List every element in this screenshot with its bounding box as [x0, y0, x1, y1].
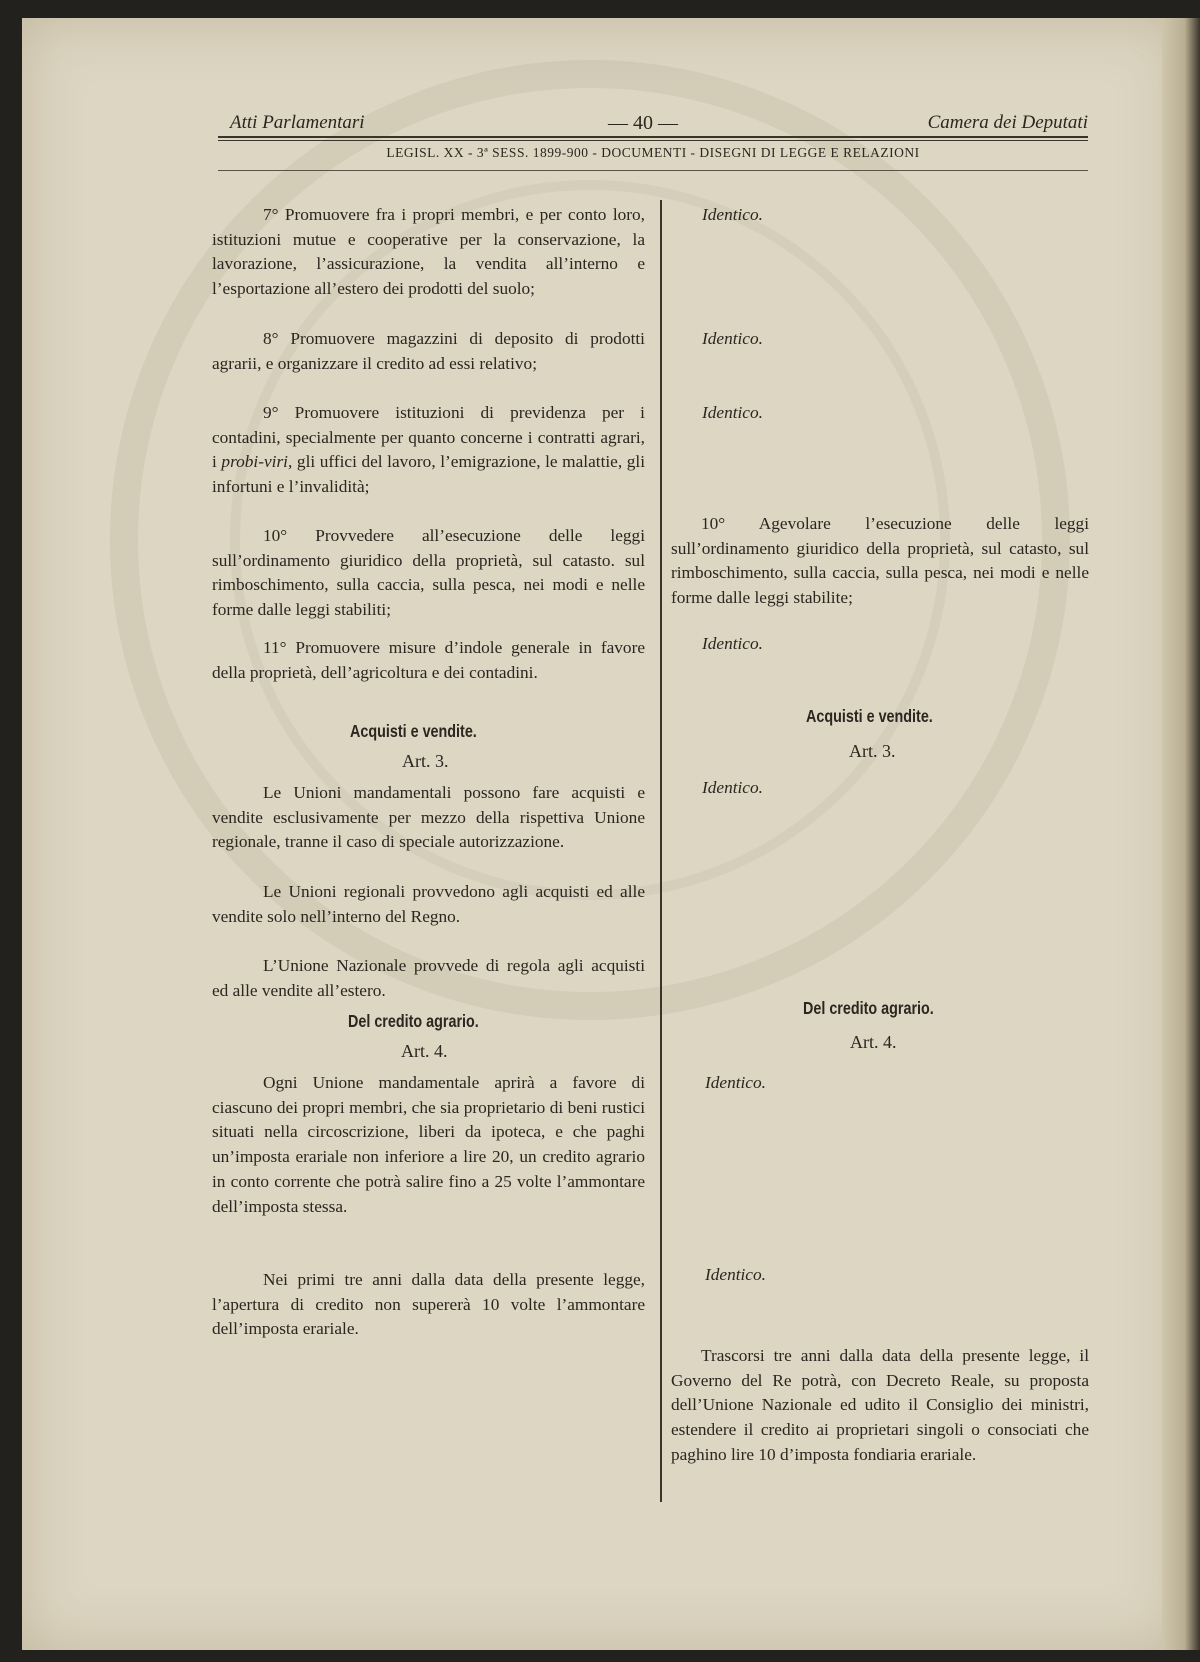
right-identico-7: Identico.	[705, 1265, 766, 1284]
right-item-10: 10° Agevolare l’esecuzione delle leggi sull’ordinamento giuridico della proprietà, sul catasto, sul rimboschimento, sulla caccia, sulla pesca, nei modi e nelle forme dalle leggi stabilite;	[671, 514, 1089, 608]
right-art-3: Art. 3.	[849, 741, 896, 761]
right-identico-1: Identico.	[702, 205, 763, 224]
right-identico-6: Identico.	[705, 1073, 766, 1092]
right-identico-3: Identico.	[702, 403, 763, 422]
left-art-4: Art. 4.	[401, 1041, 448, 1061]
header-subline: LEGISL. XX - 3ª SESS. 1899-900 - DOCUMENTI - DISEGNI DI LEGGE E RELAZIONI	[386, 145, 920, 160]
left-art4-para-1: Ogni Unione mandamentale aprirà a favore di ciascuno dei propri membri, che sia proprietario di beni rustici situati nella circoscrizione, liberi da ipoteca, e che paghi un’imposta erariale non inferiore a lire 20, un credito agrario in conto corrente che potrà salire fino a 25 volte l’ammontare dell’imposta stessa.	[212, 1073, 645, 1216]
left-art4-para-2: Nei primi tre anni dalla data della presente legge, l’apertura di credito non supererà 10 volte l’ammontare dell’imposta erariale.	[212, 1270, 645, 1339]
left-art3-para-3: L’Unione Nazionale provvede di regola agli acquisti ed alle vendite all’estero.	[212, 956, 645, 1000]
column-divider	[660, 200, 662, 1502]
left-item-9	[212, 401, 645, 500]
left-item-9-a: 9° Promuovere istituzioni di previdenza per i contadini, specialmente per quanto concerne i contratti agrari, i	[212, 403, 645, 472]
header-right: Camera dei Deputati	[927, 112, 1088, 133]
right-heading-credito: Del credito agrario.	[803, 998, 934, 1018]
right-identico-2: Identico.	[702, 329, 763, 348]
left-heading-acquisti: Acquisti e vendite.	[350, 721, 477, 741]
right-heading-acquisti: Acquisti e vendite.	[806, 706, 933, 726]
right-identico-4: Identico.	[702, 634, 763, 653]
left-item-7: 7° Promuovere fra i propri membri, e per conto loro, istituzioni mutue e cooperative per la conservazione, la lavorazione, l’assicurazione, la vendita all’interno e l’esportazione all’estero dei prodotti del suolo;	[212, 205, 645, 299]
left-item-10: 10° Provvedere all’esecuzione delle leggi sull’ordinamento giuridico della proprietà, sul catasto. sul rimboschimento, sulla caccia, sulla pesca, nei modi e nelle forme dalle leggi stabiliti;	[212, 526, 645, 620]
right-art-4: Art. 4.	[850, 1032, 897, 1052]
header-rule-thin	[218, 140, 1088, 141]
header-left: Atti Parlamentari	[230, 112, 365, 133]
subline-rule	[218, 170, 1088, 171]
right-identico-5: Identico.	[702, 778, 763, 797]
header-rule	[218, 136, 1088, 138]
left-item-11: 11° Promuovere misure d’indole generale in favore della proprietà, dell’agricoltura e dei contadini.	[212, 638, 645, 682]
right-trascorsi: Trascorsi tre anni dalla data della presente legge, il Governo del Re potrà, con Decreto Reale, su proposta dell’Unione Nazionale ed udito il Consiglio dei ministri, estendere il credito ai proprietari singoli o consociati che paghino lire 10 d’imposta fondiaria erariale.	[671, 1346, 1089, 1464]
page-edge	[1162, 18, 1200, 1650]
left-art3-para-1: Le Unioni mandamentali possono fare acquisti e vendite esclusivamente per mezzo della rispettiva Unione regionale, tranne il caso di speciale autorizzazione.	[212, 783, 645, 852]
left-heading-credito: Del credito agrario.	[348, 1011, 479, 1031]
left-art-3: Art. 3.	[402, 751, 449, 771]
left-art3-para-2: Le Unioni regionali provvedono agli acquisti ed alle vendite solo nell’interno del Regno.	[212, 882, 645, 926]
left-item-9-b: gli uffici del lavoro, l’emigrazione, le malattie, gli infortuni e l’invalidità;	[212, 452, 646, 497]
left-item-9-italic: probi-viri,	[221, 452, 293, 472]
left-item-8: 8° Promuovere magazzini di deposito di prodotti agrarii, e organizzare il credito ad essi relativo;	[212, 329, 645, 373]
page-number: — 40 —	[608, 112, 678, 134]
running-header	[218, 112, 1088, 136]
